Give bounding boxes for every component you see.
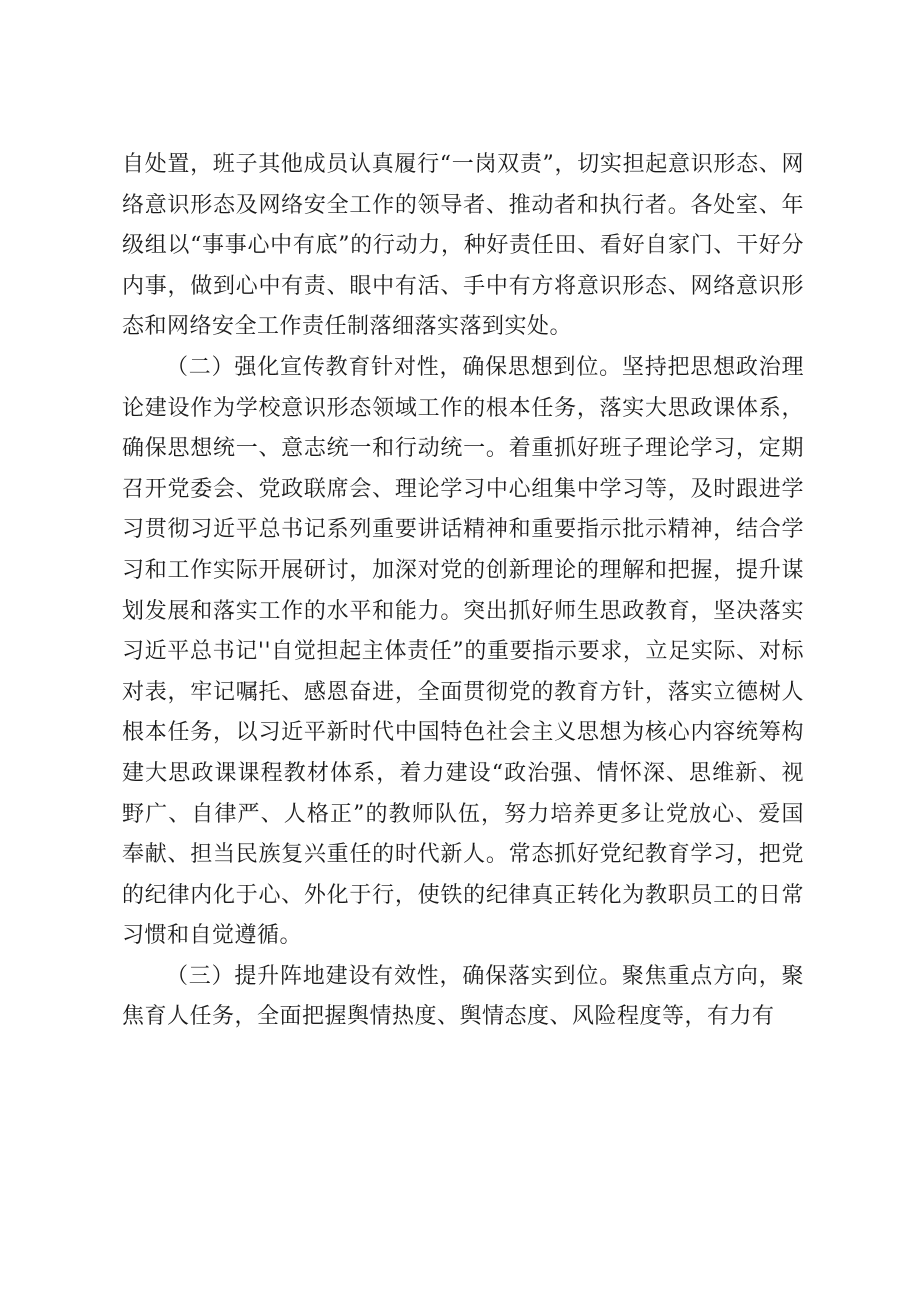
document-body xyxy=(122,145,804,1038)
paragraph-section-three: （三）提升阵地建设有效性，确保落实到位。聚焦重点方向，聚焦育人任务，全面把握舆情热度、舆情态度、风险程度等，有力有 xyxy=(122,963,804,1030)
paragraph-section-two: （二）强化宣传教育针对性，确保思想到位。坚持把思想政治理论建设作为学校意识形态领域工作的根本任务，落实大思政课体系，确保思想统一、意志统一和行动统一。着重抓好班子理论学习，定期召开党委会、党政联席会、理论学习中心组集中学习等，及时跟进学习贯彻习近平总书记系列重要讲话精神和重要指示批示精神，结合学习和工作实际开展研讨，加深对党的创新理论的理解和把握，提升谋划发展和落实工作的水平和能力。突出抓好师生思政教育，坚决落实习近平总书记''自觉担起主体责任”的重要指示要求，立足实际、对标对表，牢记嘱托、感恩奋进，全面贯彻党的教育方针，落实立德树人根本任务，以习近平新时代中国特色社会主义思想为核心内容统筹构建大思政课课程教材体系，着力建设“政治强、情怀深、思维新、视野广、自律严、人格正”的教师队伍，努力培养更多让党放心、爱国奉献、担当民族复兴重任的时代新人。常态抓好党纪教育学习，把党的纪律内化于心、外化于行，使铁的纪律真正转化为教职员工的日常习惯和自觉遵循。 xyxy=(122,354,804,949)
paragraph-continuation: 自处置，班子其他成员认真履行“一岗双责”，切实担起意识形态、网络意识形态及网络安全工作的领导者、推动者和执行者。各处室、年级组以“事事心中有底”的行动力，种好责任田、看好自家门、干好分内事，做到心中有责、眼中有活、手中有方将意识形态、网络意识形态和网络安全工作责任制落细落实落到实处。 xyxy=(122,152,804,340)
